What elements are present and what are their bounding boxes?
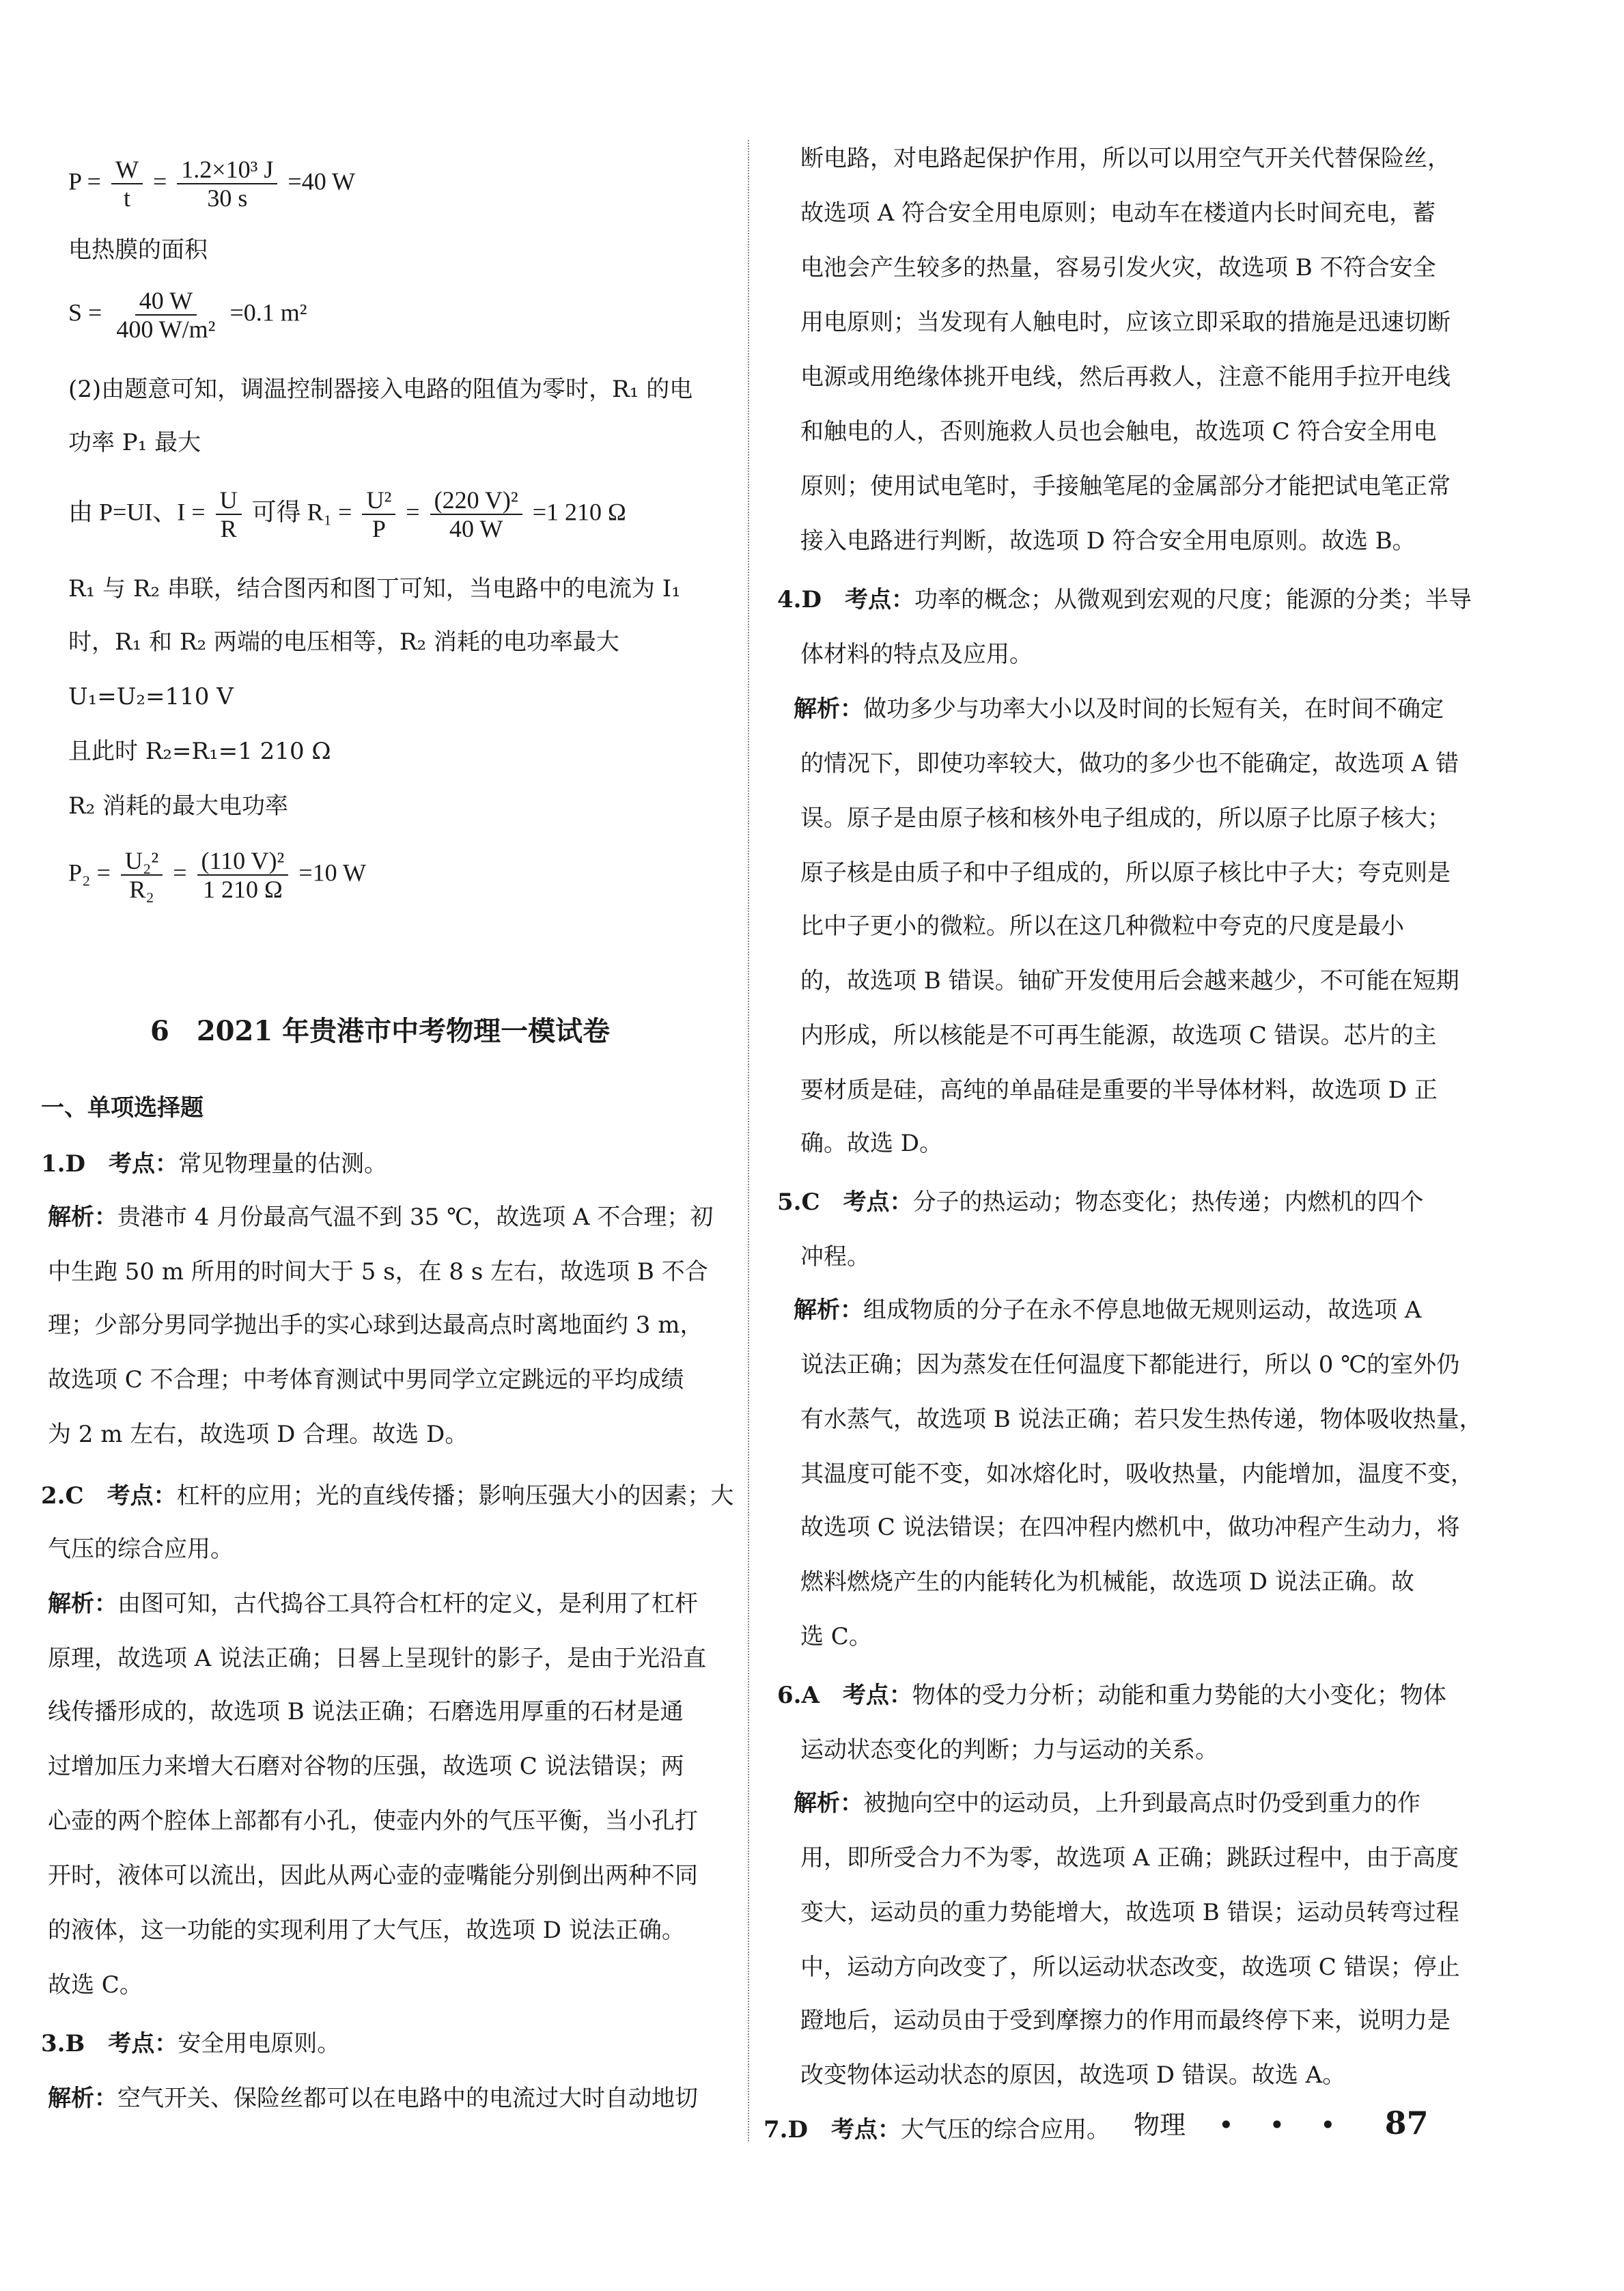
q2-analysis-3: 线传播形成的，故选项 B 说法正确；石磨选用厚重的石材是通: [48, 1698, 684, 1725]
q5-analysis-3: 有水蒸气，故选项 B 说法正确；若只发生热传递，物体吸收热量，: [800, 1406, 1483, 1433]
q4-analysis-4: 原子核是由质子和中子组成的，所以原子核比中子大；夸克则是: [800, 859, 1451, 887]
q2-analysis-2: 原理，故选项 A 说法正确；日晷上呈现针的影子，是由于光沿直: [48, 1645, 707, 1672]
q3-cont-3: 电池会产生较多的热量，容易引发火灾，故选项 B 不符合安全: [800, 254, 1436, 281]
q3-cont-4: 用电原则；当发现有人触电时，应该立即采取的措施是迅速切断: [800, 309, 1451, 336]
q6-analysis-1: 解析：被抛向空中的运动员，上升到最高点时仍受到重力的作: [794, 1790, 1420, 1817]
q2-analysis-8: 故选 C。: [48, 1971, 143, 1999]
page-number: 87: [1384, 2105, 1429, 2141]
q1-head: 1.D 考点：常见物理量的估测。: [41, 1150, 387, 1178]
q6-analysis-6: 改变物体运动状态的原因，故选项 D 错误。故选 A。: [800, 2061, 1346, 2089]
series-line1: R₁ 与 R₂ 串联，结合图丙和图丁可知，当电路中的电流为 I₁: [68, 575, 681, 602]
q2-analysis-6: 开时，液体可以流出，因此从两心壶的壶嘴能分别倒出两种不同: [48, 1862, 698, 1889]
q4-analysis-3: 误。原子是由原子核和核外电子组成的，所以原子比原子核大；: [800, 805, 1451, 832]
q6-analysis-5: 蹬地后，运动员由于受到摩擦力的作用而最终停下来，说明力是: [800, 2007, 1451, 2034]
q6-head: 6.A 考点：物体的受力分析；动能和重力势能的大小变化；物体: [777, 1682, 1446, 1709]
q1-analysis-5: 为 2 m 左右，故选项 D 合理。故选 D。: [48, 1421, 468, 1448]
q2-topic-2: 气压的综合应用。: [48, 1536, 234, 1563]
q3-cont-7: 原则；使用试电笔时，手接触笔尾的金属部分才能把试电笔正常: [800, 473, 1451, 500]
part2-line2: 功率 P₁ 最大: [68, 429, 201, 456]
film-area-label: 电热膜的面积: [68, 236, 208, 264]
equation-area: S = $\frac{40 W}{\text{400 W/m²}}$ =0.1 m²: [68, 287, 307, 343]
q5-analysis-1: 解析：组成物质的分子在永不停息地做无规则运动，故选项 A: [794, 1296, 1422, 1324]
page-footer: [1134, 2104, 1429, 2141]
q3-cont-8: 接入电路进行判断，故选项 D 符合安全用电原则。故选 B。: [800, 527, 1416, 555]
q4-analysis-6: 的，故选项 B 错误。铀矿开发使用后会越来越少，不可能在短期: [800, 967, 1459, 995]
q7-head: 7.D 考点：大气压的综合应用。: [764, 2116, 1110, 2143]
q3-cont-1: 断电路，对电路起保护作用，所以可以用空气开关代替保险丝，: [800, 145, 1451, 172]
q2-analysis-4: 过增加压力来增大石磨对谷物的压强，故选项 C 说法错误；两: [48, 1753, 684, 1780]
q5-analysis-6: 燃料燃烧产生的内能转化为机械能，故选项 D 说法正确。故: [800, 1568, 1414, 1596]
q4-head: 4.D 考点：功率的概念；从微观到宏观的尺度；能源的分类；半导: [777, 586, 1472, 613]
q6-analysis-4: 中，运动方向改变了，所以运动状态改变，故选项 C 错误；停止: [800, 1954, 1460, 1981]
q5-analysis-5: 故选项 C 说法错误；在四冲程内燃机中，做功冲程产生动力，将: [800, 1514, 1460, 1541]
q3-cont-5: 电源或用绝缘体挑开电线，然后再救人，注意不能用手拉开电线: [800, 363, 1451, 391]
q3-head: 3.B 考点：安全用电原则。: [41, 2030, 341, 2057]
q6-topic-2: 运动状态变化的判断；力与运动的关系。: [800, 1736, 1218, 1764]
q5-topic-2: 冲程。: [800, 1243, 870, 1271]
q5-head: 5.C 考点：分子的热运动；物态变化；热传递；内燃机的四个: [777, 1189, 1424, 1216]
equation-power: P = $\frac{W}{t}$ = $\frac{\text{1.2×10³ J}}{30 s}$ =40 W: [68, 156, 356, 212]
q1-analysis-4: 故选项 C 不合理；中考体育测试中男同学立定跳远的平均成绩: [48, 1366, 684, 1393]
q5-analysis-4: 其温度可能不变，如冰熔化时，吸收热量，内能增加，温度不变，: [800, 1460, 1474, 1488]
footer-subject: 物理: [1134, 2110, 1186, 2140]
max-power-label: R₂ 消耗的最大电功率: [68, 792, 289, 820]
footer-dots: • • •: [1218, 2110, 1349, 2140]
section-title: 6 2021 年贵港市中考物理一模试卷: [150, 1015, 611, 1047]
equation-r1: 由 P=UI、I = $\frac{U}{R}$ 可得 R₁ = $\frac{\text{U²}}{P}$ = $\frac{\text{(220 V)²}}{40 W}$ =1 210 Ω: [68, 486, 626, 542]
q4-topic-2: 体材料的特点及应用。: [800, 641, 1033, 668]
q4-analysis-2: 的情况下，即使功率较大，做功的多少也不能确定，故选项 A 错: [800, 750, 1459, 777]
q3-analysis-1: 解析：空气开关、保险丝都可以在电路中的电流过大时自动地切: [48, 2085, 698, 2112]
q4-analysis-1: 解析：做功多少与功率大小以及时间的长短有关，在时间不确定: [794, 695, 1444, 723]
part-title: 一、单项选择题: [41, 1094, 204, 1122]
q2-analysis-1: 解析：由图可知，古代捣谷工具符合杠杆的定义，是利用了杠杆: [48, 1590, 698, 1617]
q5-analysis-2: 说法正确；因为蒸发在任何温度下都能进行，所以 0 ℃的室外仍: [800, 1351, 1460, 1378]
q6-analysis-3: 变大，运动员的重力势能增大，故选项 B 错误；运动员转弯过程: [800, 1899, 1459, 1926]
q1-analysis-3: 理；少部分男同学抛出手的实心球到达最高点时离地面约 3 m，: [48, 1311, 703, 1339]
q2-analysis-5: 心壶的两个腔体上部都有小孔，使壶内外的气压平衡，当小孔打: [48, 1807, 698, 1835]
equation-u: U₁=U₂=110 V: [68, 683, 234, 710]
q4-analysis-5: 比中子更小的微粒。所以在这几种微粒中夸克的尺度是最小: [800, 913, 1404, 940]
column-divider: [748, 140, 749, 2141]
equation-r2: 且此时 R₂=R₁=1 210 Ω: [68, 738, 331, 765]
equation-p2: P₂ = $\frac{\text{U₂²}}{\text{R₂}}$ = $\frac{\text{(110 V)²}}{1 210 \Omega}$ =10 W: [68, 847, 366, 903]
q2-analysis-7: 的液体，这一功能的实现利用了大气压，故选项 D 说法正确。: [48, 1917, 685, 1944]
q4-analysis-9: 确。故选 D。: [800, 1130, 943, 1157]
q4-analysis-7: 内形成，所以核能是不可再生能源，故选项 C 错误。芯片的主: [800, 1022, 1437, 1049]
q1-analysis-2: 中生跑 50 m 所用的时间大于 5 s，在 8 s 左右，故选项 B 不合: [48, 1258, 708, 1286]
q5-analysis-7: 选 C。: [800, 1623, 872, 1650]
q3-cont-2: 故选项 A 符合安全用电原则；电动车在楼道内长时间充电，蓄: [800, 199, 1436, 227]
q4-analysis-8: 要材质是硅，高纯的单晶硅是重要的半导体材料，故选项 D 正: [800, 1077, 1438, 1104]
q6-analysis-2: 用，即所受合力不为零，故选项 A 正确；跳跃过程中，由于高度: [800, 1844, 1459, 1872]
part2-line1: (2)由题意可知，调温控制器接入电路的阻值为零时，R₁ 的电: [68, 376, 693, 403]
q1-analysis-1: 解析：贵港市 4 月份最高气温不到 35 ℃，故选项 A 不合理；初: [48, 1204, 714, 1231]
q2-head: 2.C 考点：杠杆的应用；光的直线传播；影响压强大小的因素；大: [41, 1482, 734, 1510]
series-line2: 时，R₁ 和 R₂ 两端的电压相等，R₂ 消耗的电功率最大: [68, 628, 619, 656]
q3-cont-6: 和触电的人，否则施救人员也会触电，故选项 C 符合安全用电: [800, 418, 1437, 445]
